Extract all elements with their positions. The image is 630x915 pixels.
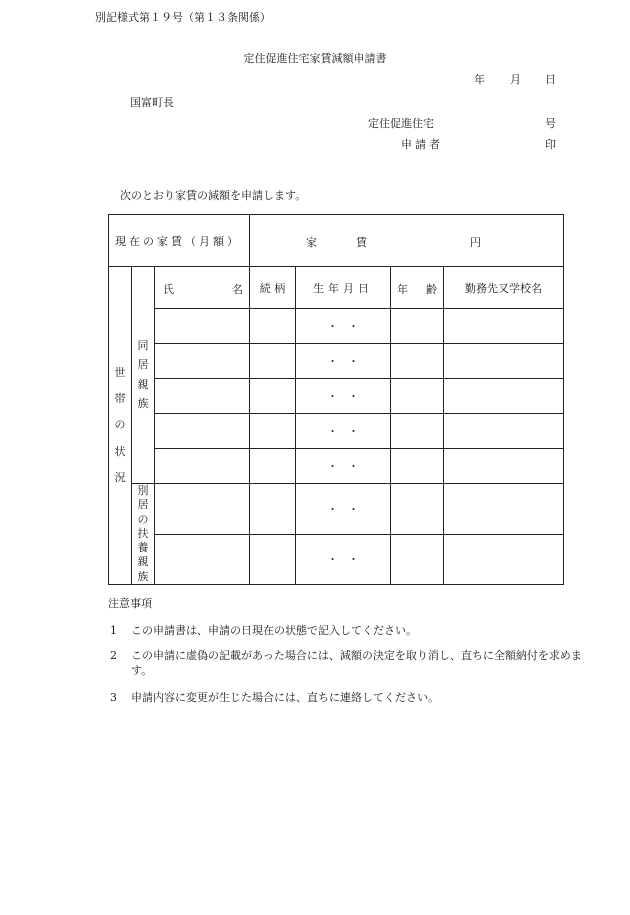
workplace-cell[interactable]	[444, 379, 564, 414]
relation-cell[interactable]	[250, 449, 296, 484]
age-cell[interactable]	[391, 344, 444, 379]
seal-mark: 印	[545, 138, 556, 151]
table-row	[109, 534, 564, 585]
rent-value-cell[interactable]	[250, 215, 564, 267]
dob-cell[interactable]: ・・	[296, 379, 391, 414]
relation-cell[interactable]	[250, 534, 296, 585]
intro-text: 次のとおり家賃の減額を申請します。	[120, 189, 307, 202]
application-table	[108, 214, 564, 585]
age-cell[interactable]	[391, 484, 444, 535]
rent-unit: 円	[470, 236, 482, 249]
document-title: 定住促進住宅家賃減額申請書	[243, 52, 387, 65]
dob-cell[interactable]: ・・	[296, 344, 391, 379]
col-age: 年 齢	[391, 267, 444, 309]
workplace-cell[interactable]	[444, 484, 564, 535]
name-cell[interactable]	[155, 344, 250, 379]
relation-cell[interactable]	[250, 414, 296, 449]
rent-row	[109, 215, 564, 267]
workplace-cell[interactable]	[444, 344, 564, 379]
table-row	[109, 484, 564, 535]
table-row	[109, 414, 564, 449]
table-row	[109, 379, 564, 414]
workplace-cell[interactable]	[444, 414, 564, 449]
name-cell[interactable]	[155, 414, 250, 449]
name-cell[interactable]	[155, 484, 250, 535]
name-cell[interactable]	[155, 379, 250, 414]
rent-label: 現在の家賃（月額）	[109, 215, 250, 267]
dob-cell[interactable]: ・・	[296, 534, 391, 585]
date-day-label: 日	[545, 73, 556, 86]
date-month-label: 月	[510, 73, 521, 86]
house-number-suffix: 号	[545, 117, 556, 130]
relation-cell[interactable]	[250, 309, 296, 344]
separate-dependents-label: 別 居 の 扶 養 親 族	[132, 484, 155, 585]
house-label: 定住促進住宅	[368, 117, 434, 130]
date-year-label: 年	[474, 73, 485, 86]
dob-cell[interactable]: ・・	[296, 484, 391, 535]
column-header-row	[109, 267, 564, 309]
form-code: 別記様式第１９号（第１３条関係）	[95, 11, 271, 24]
household-label: 世 帯 の 状 況	[109, 267, 132, 585]
col-name: 氏 名	[155, 267, 250, 309]
notes-title: 注意事項	[108, 597, 152, 610]
relation-cell[interactable]	[250, 484, 296, 535]
age-cell[interactable]	[391, 309, 444, 344]
age-cell[interactable]	[391, 534, 444, 585]
workplace-cell[interactable]	[444, 309, 564, 344]
cohabiting-label: 同 居 親 族	[132, 267, 155, 484]
col-relation: 続 柄	[250, 267, 296, 309]
name-cell[interactable]	[155, 309, 250, 344]
addressee: 国富町長	[130, 96, 174, 109]
table-row	[109, 309, 564, 344]
applicant-label: 申請者	[401, 138, 443, 151]
relation-cell[interactable]	[250, 379, 296, 414]
name-cell[interactable]	[155, 534, 250, 585]
workplace-cell[interactable]	[444, 449, 564, 484]
age-cell[interactable]	[391, 449, 444, 484]
age-cell[interactable]	[391, 379, 444, 414]
table-row	[109, 449, 564, 484]
rent-word-2: 賃	[356, 236, 368, 249]
dob-cell[interactable]: ・・	[296, 449, 391, 484]
rent-word-1: 家	[306, 236, 318, 249]
relation-cell[interactable]	[250, 344, 296, 379]
col-dob: 生年月日	[296, 267, 391, 309]
workplace-cell[interactable]	[444, 534, 564, 585]
col-workplace: 勤務先又学校名	[444, 267, 564, 309]
dob-cell[interactable]: ・・	[296, 309, 391, 344]
name-cell[interactable]	[155, 449, 250, 484]
dob-cell[interactable]: ・・	[296, 414, 391, 449]
age-cell[interactable]	[391, 414, 444, 449]
table-row	[109, 344, 564, 379]
